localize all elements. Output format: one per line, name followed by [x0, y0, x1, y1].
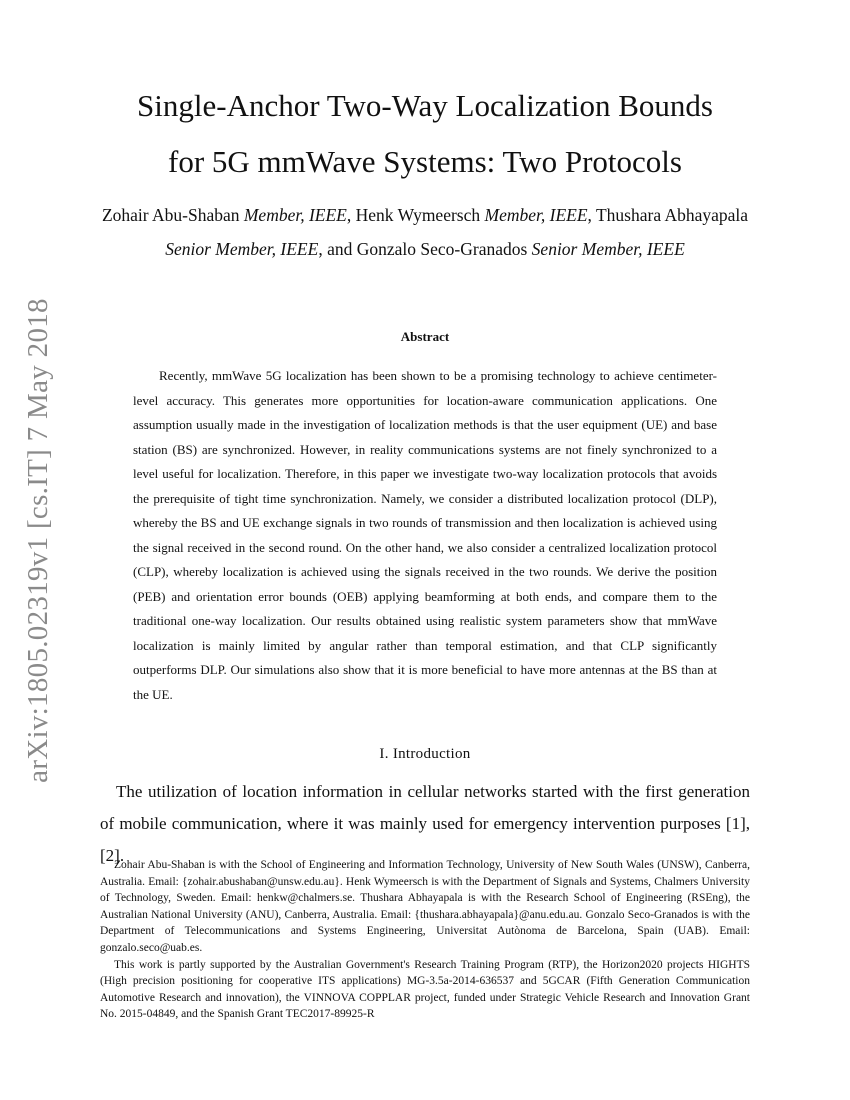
author-name: Thushara Abhayapala — [595, 205, 749, 225]
footnote-affiliations: Zohair Abu-Shaban is with the School of Engineering and Information Technology, University of New South Wales (UNSW), Canberra, Australia. Email: {zohair.abushaban@unsw.edu.au}. Henk Wymeersch is with the Department of Signals and Systems, Chalmers University of Technology, Sweden. Email: henkw@chalmers.se. Thushara Abhayapala is with the Research School of Engineering (RSEng), the Australian National University (ANU), Canberra, Australia. Email: {thushara.abhayapala}@anu.edu.au. Gonzalo Seco-Granados is with the Department of Telecommunications and Systems Engineering, Universitat Autònoma de Barcelona, Spain (UAB). Email: gonzalo.seco@uab.es. — [100, 859, 750, 954]
footnote-funding: This work is partly supported by the Australian Government's Research Training Program (RTP), the Horizon2020 projects HIGHTS (High precision positioning for cooperative ITS applications) MG-3.5a-2014-636537 and 5GCAR (Fifth Generation Communication Automotive Research and innovation), the VINNOVA COPPLAR project, funded under Strategic Vehicle Research and Innovation Grant No. 2015-04849, and the Spanish Grant TEC2017-89925-R — [100, 958, 750, 1021]
footnotes — [100, 857, 750, 1023]
author-separator: , — [587, 205, 596, 225]
introduction-paragraph: The utilization of location information in cellular networks started with the first generation of mobile communication, where it was mainly used for emergency intervention purposes [1], [2]. — [100, 782, 750, 865]
abstract-body: Recently, mmWave 5G localization has been shown to be a promising technology to achieve centimeter-level accuracy. This generates more opportunities for location-aware communication applications. One assumption usually made in the investigation of localization methods is that the user equipment (UE) and base station (BS) are synchronized. However, in reality communications systems are not finely synchronized to a level useful for localization. Therefore, in this paper we investigate two-way localization protocols that avoids the prerequisite of tight time synchronization. Namely, we consider a distributed localization protocol (DLP), whereby the BS and UE exchange signals in two rounds of transmission and then localization is achieved using the signal received in the second round. On the other hand, we also consider a centralized localization protocol (CLP), whereby localization is achieved using the signals received in the two rounds. We derive the position (PEB) and orientation error bounds (OEB) applying beamforming at both ends, and compare them to the traditional one-way localization. Our results obtained using realistic system parameters show that mmWave localization is mainly limited by angular rather than temporal estimation, and that CLP significantly outperforms DLP. Our simulations also show that it is more beneficial to have more antennas at the BS than at the UE. — [133, 368, 717, 702]
author-separator: , and — [318, 239, 357, 259]
author-name: Henk Wymeersch — [355, 205, 481, 225]
arxiv-identifier: arXiv:1805.02319v1 [cs.IT] 7 May 2018 — [21, 297, 54, 783]
author-separator: , — [346, 205, 356, 225]
section-heading-introduction: I. Introduction — [379, 746, 471, 762]
author-list — [95, 198, 755, 266]
abstract-heading: Abstract — [400, 329, 450, 344]
paper-title — [80, 78, 770, 190]
author-affiliation: Member, IEEE — [243, 205, 347, 225]
author-name: Gonzalo Seco-Granados — [356, 239, 528, 259]
paper-title-line-2: for 5G mmWave Systems: Two Protocols — [168, 144, 682, 179]
arxiv-sidebar-stamp — [8, 297, 68, 783]
paper-title-line-1: Single-Anchor Two-Way Localization Bounds — [137, 88, 713, 123]
author-affiliation: Senior Member, IEEE — [531, 239, 685, 259]
author-affiliation: Senior Member, IEEE — [165, 239, 319, 259]
author-name: Zohair Abu-Shaban — [101, 205, 240, 225]
author-affiliation: Member, IEEE — [484, 205, 588, 225]
